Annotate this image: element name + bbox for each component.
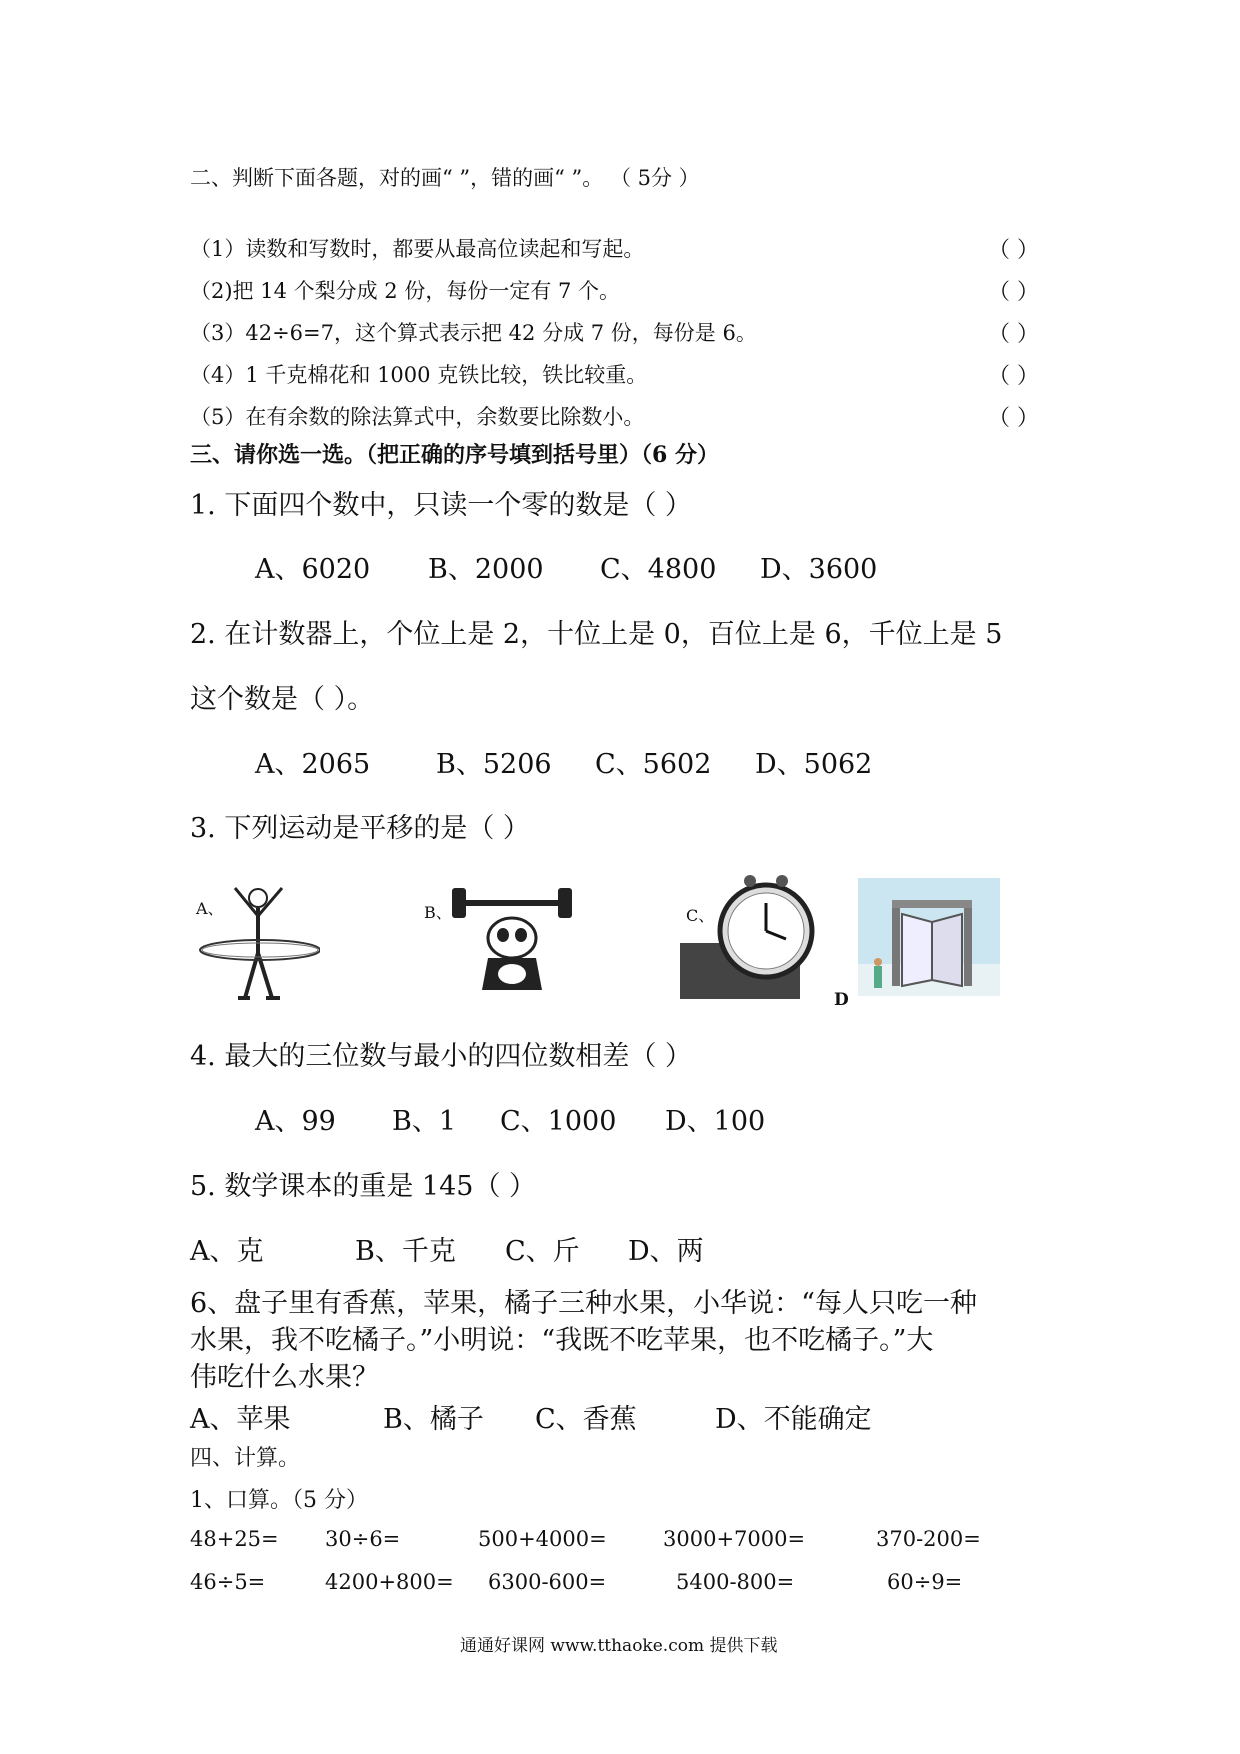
q3-picture-d	[834, 878, 1000, 1010]
q1-option-d: D、3600	[760, 554, 878, 585]
q5-text: 5. 数学课本的重是 145（ ）	[190, 1171, 537, 1202]
q4-option-c: C、1000	[500, 1106, 617, 1137]
q1-option-a: A、6020	[255, 554, 371, 585]
q4-option-b: B、1	[392, 1106, 457, 1137]
judge-paren-4[interactable]: （ ）	[988, 364, 1039, 389]
q2-option-d: D、5062	[755, 749, 873, 780]
q6-line1: 6、盘子里有香蕉，苹果，橘子三种水果，小华说：“每人只吃一种	[190, 1288, 977, 1319]
q2-option-a: A、2065	[255, 749, 371, 780]
q6-option-c: C、香蕉	[535, 1404, 637, 1435]
q4-text: 4. 最大的三位数与最小的四位数相差（ ）	[190, 1041, 692, 1072]
calc-r1-c3: 500+4000=	[478, 1527, 607, 1551]
q6-option-a: A、苹果	[190, 1404, 291, 1435]
judge-item-4: （4）1 千克棉花和 1000 克铁比较，铁比较重。	[190, 363, 648, 387]
section2-title: 二、判断下面各题，对的画“ ”，错的画“ ”。 （ 5分 ）	[190, 166, 700, 190]
judge-item-5: （5）在有余数的除法算式中，余数要比除数小。	[190, 405, 645, 429]
judge-item-2: （2)把 14 个梨分成 2 份，每份一定有 7 个。	[190, 279, 621, 303]
alarm-clock-icon	[680, 873, 815, 1003]
q5-option-b: B、千克	[355, 1236, 456, 1267]
judge-paren-1[interactable]: （ ）	[988, 238, 1039, 263]
calc-r2-c4: 5400-800=	[676, 1570, 795, 1594]
revolving-door-icon	[858, 878, 1000, 1003]
judge-paren-5[interactable]: （ ）	[988, 406, 1039, 431]
q3-label-d: D	[834, 990, 849, 1010]
q3-picture-a	[190, 878, 320, 1008]
q1-text: 1. 下面四个数中，只读一个零的数是（ ）	[190, 490, 692, 521]
calc-r2-c3: 6300-600=	[488, 1570, 607, 1594]
q3-picture-c	[680, 873, 815, 1003]
section4-title: 四、计算。	[190, 1446, 301, 1471]
judge-paren-2[interactable]: （ ）	[988, 280, 1039, 305]
calc-r1-c4: 3000+7000=	[663, 1527, 806, 1551]
calc-r1-c2: 30÷6=	[325, 1527, 401, 1551]
q6-option-d: D、不能确定	[715, 1404, 872, 1435]
calc-r2-c2: 4200+800=	[325, 1570, 454, 1594]
q4-option-d: D、100	[665, 1106, 766, 1137]
calc-r1-c5: 370-200=	[876, 1527, 981, 1551]
section3-title: 三、请你选一选。（把正确的序号填到括号里）（6 分）	[190, 442, 719, 468]
q3-label-a: A、	[196, 899, 224, 918]
q2-option-c: C、5602	[595, 749, 712, 780]
q3-text: 3. 下列运动是平移的是（ ）	[190, 813, 530, 844]
q4-option-a: A、99	[255, 1106, 336, 1137]
q1-option-c: C、4800	[600, 554, 717, 585]
q5-option-c: C、斤	[505, 1236, 580, 1267]
q2-option-b: B、5206	[436, 749, 552, 780]
q5-option-a: A、克	[190, 1236, 264, 1267]
calc-r2-c1: 46÷5=	[190, 1570, 266, 1594]
q6-line2: 水果，我不吃橘子。”小明说：“我既不吃苹果，也不吃橘子。”大	[190, 1325, 934, 1356]
q2-line2: 这个数是（ ）。	[190, 684, 375, 715]
q2-line1: 2. 在计数器上，个位上是 2，十位上是 0，百位上是 6，千位上是 5	[190, 619, 1003, 650]
q6-option-b: B、橘子	[383, 1404, 484, 1435]
judge-item-3: （3）42÷6=7，这个算式表示把 42 分成 7 份，每份是 6。	[190, 321, 757, 345]
calc-r2-c5: 60÷9=	[887, 1570, 963, 1594]
q5-option-d: D、两	[628, 1236, 704, 1267]
footer-credit: 通通好课网 www.tthaoke.com 提供下载	[460, 1636, 778, 1656]
q3-picture-b	[422, 878, 597, 998]
section4-sub1: 1、口算。（5 分）	[190, 1488, 368, 1513]
calc-r1-c1: 48+25=	[190, 1527, 279, 1551]
judge-item-1: （1）读数和写数时，都要从最高位读起和写起。	[190, 237, 645, 261]
q6-line3: 伟吃什么水果？	[190, 1362, 379, 1393]
q3-label-b: B、	[424, 903, 452, 922]
panda-weightlifter-icon	[422, 878, 597, 998]
q1-option-b: B、2000	[428, 554, 544, 585]
judge-paren-3[interactable]: （ ）	[988, 322, 1039, 347]
q3-label-c: C、	[686, 906, 715, 925]
